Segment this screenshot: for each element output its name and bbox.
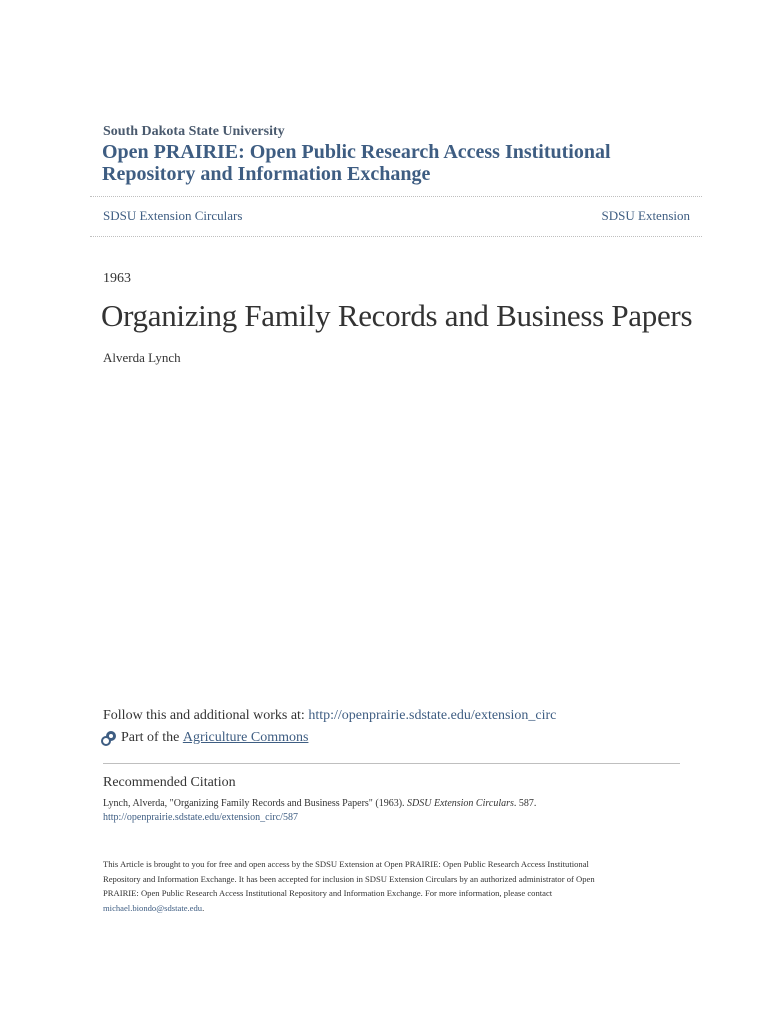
notice-line-2: Repository and Information Exchange. It has been accepted for inclusion in SDSU Extension Circulars by an authorized administrator of Open [103,873,595,884]
author-name: Alverda Lynch [103,350,181,365]
repository-title[interactable]: Open PRAIRIE: Open Public Research Access Institutional Repository and Information Exchange [102,141,611,185]
citation-body [103,797,536,825]
part-of-line [101,730,308,746]
agriculture-commons-link[interactable]: Agriculture Commons [182,730,309,745]
citation-text-start: Lynch, Alverda, "Organizing Family Records and Business Papers" (1963). [103,798,408,809]
follow-prefix: Follow this and additional works at: [103,708,309,723]
notice-line-4 [103,901,648,916]
citation-text-end: . 587. [513,798,537,809]
follow-line [103,708,556,724]
citation-series: SDSU Extension Circulars [407,798,514,809]
notice-line-3: PRAIRIE: Open Public Research Access Institutional Repository and Information Exchange. For more information, please contact [103,888,553,899]
citation-text [103,797,536,811]
series-link-circulars[interactable]: SDSU Extension Circulars [103,208,243,223]
citation-heading: Recommended Citation [103,775,236,790]
publication-year: 1963 [103,271,131,286]
divider-top [90,196,702,197]
divider-bottom [90,236,702,237]
part-of-prefix: Part of the [121,730,180,745]
document-title: Organizing Family Records and Business Papers [101,298,693,333]
commons-network-icon [101,730,117,746]
series-link-extension[interactable]: SDSU Extension [601,208,690,223]
notice-line-1: This Article is brought to you for free and open access by the SDSU Extension at Open PRAIRIE: Open Public Research Access Institutional [103,859,589,869]
follow-url-link[interactable]: http://openprairie.sdstate.edu/extension_circ [308,708,557,723]
access-notice [103,857,648,915]
contact-email-link[interactable]: michael.biondo@sdstate.edu [103,902,203,913]
citation-url-link[interactable]: http://openprairie.sdstate.edu/extension_circ/587 [103,812,298,823]
institution-name: South Dakota State University [103,124,285,139]
notice-end: . [202,902,205,913]
citation-divider [103,763,680,764]
